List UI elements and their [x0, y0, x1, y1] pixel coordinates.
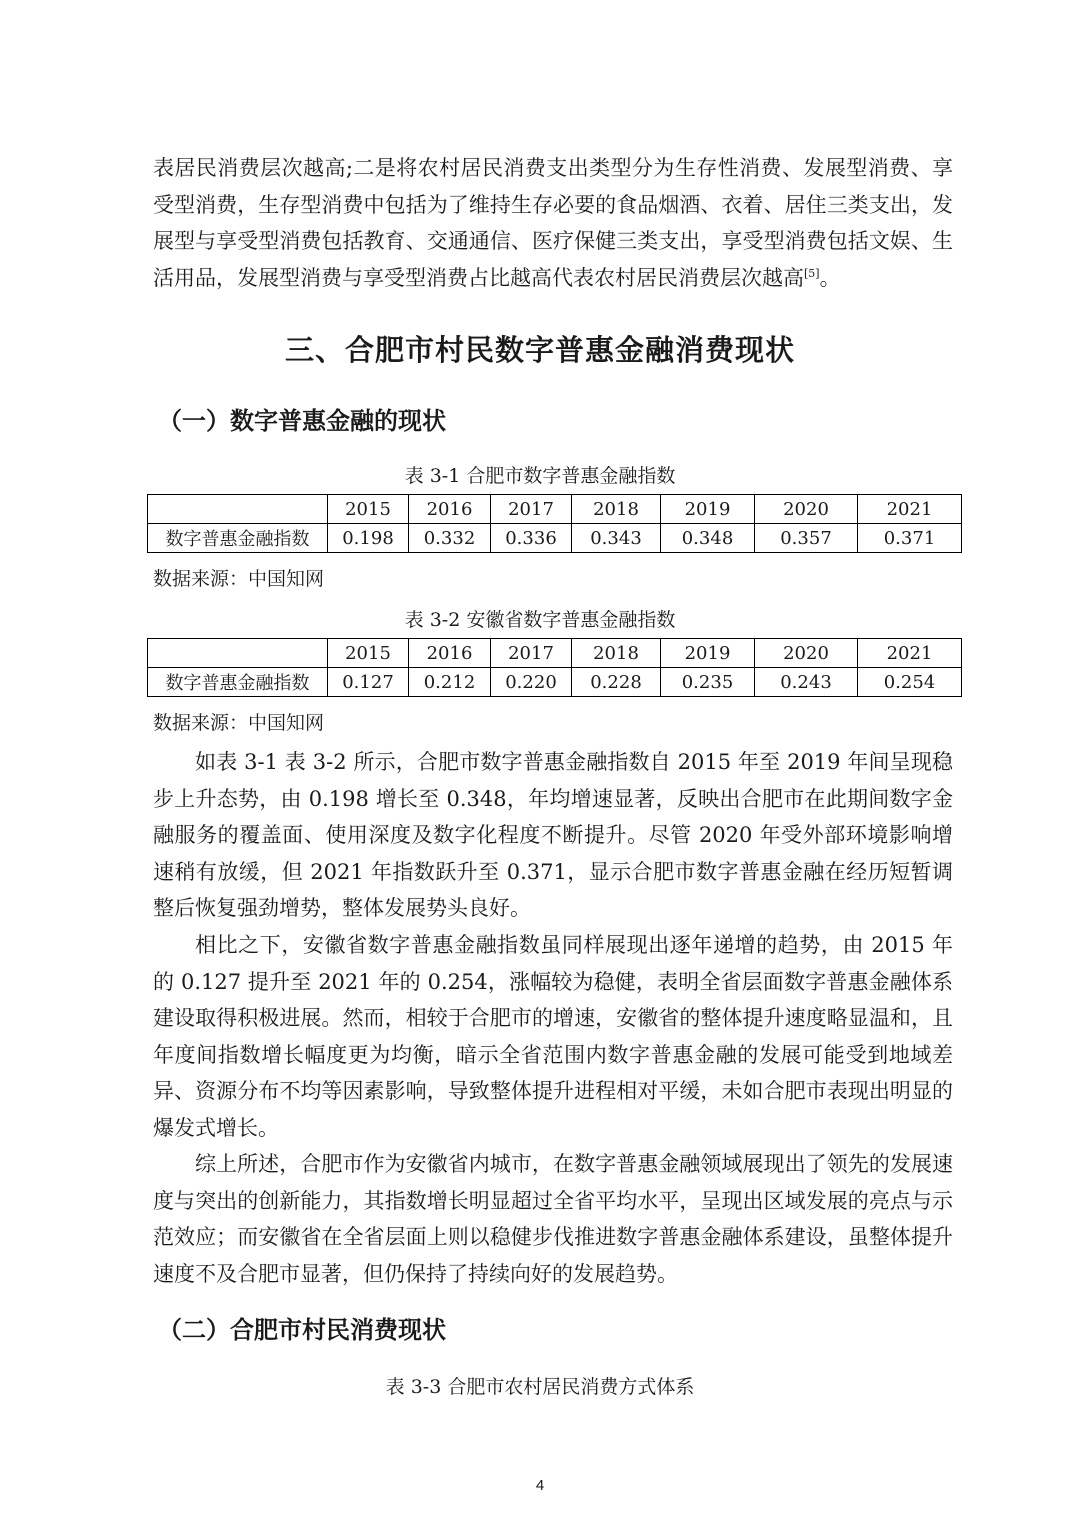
table2-corner-cell — [148, 639, 328, 668]
table2-value-cell: 0.235 — [661, 668, 755, 697]
table2-value-cell: 0.127 — [328, 668, 409, 697]
table2-source: 数据来源：中国知网 — [153, 712, 325, 734]
table2-value-cell: 0.220 — [491, 668, 572, 697]
citation-ref[interactable]: [5] — [804, 266, 820, 280]
table1-value-cell: 0.336 — [491, 524, 572, 553]
table1-row-label: 数字普惠金融指数 — [148, 524, 328, 553]
table1-value-cell: 0.357 — [755, 524, 858, 553]
table1-year-cell: 2016 — [409, 495, 491, 524]
table2-year-cell: 2016 — [409, 639, 491, 668]
table1-year-cell: 2018 — [572, 495, 661, 524]
table2-value-cell: 0.212 — [409, 668, 491, 697]
table2-value-cell: 0.254 — [858, 668, 962, 697]
body-paragraph: 如表 3-1 表 3-2 所示，合肥市数字普惠金融指数自 2015 年至 2019 年间呈现稳步上升态势，由 0.198 增长至 0.348，年均增速显著，反映出合肥市在此期间数字金融服务的覆盖面、使用深度及数字化程度不断提升。尽管 2020 年受外部环境影响增速稍有放缓，但 2021 年指数跃升至 0.371，显示合肥市数字普惠金融在经历短暂调整后恢复强劲增势，整体发展势头良好。 — [153, 750, 953, 920]
table1-value-cell: 0.198 — [328, 524, 409, 553]
table1-value-cell: 0.332 — [409, 524, 491, 553]
table2-header-row — [148, 639, 962, 668]
intro-paragraph — [153, 150, 953, 296]
table2-caption: 表 3-2 安徽省数字普惠金融指数 — [404, 609, 676, 631]
table1-value-cell: 0.348 — [661, 524, 755, 553]
table2-data-row — [148, 668, 962, 697]
table1-year-cell: 2019 — [661, 495, 755, 524]
section-title: 三、合肥市村民数字普惠金融消费现状 — [284, 333, 795, 367]
table1-source: 数据来源：中国知网 — [153, 568, 325, 590]
subsection-title-1: （一）数字普惠金融的现状 — [158, 407, 446, 435]
table1-header-row — [148, 495, 962, 524]
table2-year-cell: 2018 — [572, 639, 661, 668]
table2-year-cell: 2015 — [328, 639, 409, 668]
table2-year-cell: 2020 — [755, 639, 858, 668]
table1-value-cell: 0.343 — [572, 524, 661, 553]
table2-year-cell: 2017 — [491, 639, 572, 668]
table1-value-cell: 0.371 — [858, 524, 962, 553]
table1-year-cell: 2015 — [328, 495, 409, 524]
table1-data-row — [148, 524, 962, 553]
intro-text: 表居民消费层次越高;二是将农村居民消费支出类型分为生存性消费、发展型消费、享受型消费，生存型消费中包括为了维持生存必要的食品烟酒、衣着、居住三类支出，发展型与享受型消费包括教育、交通通信、医疗保健三类支出，享受型消费包括文娱、生活用品，发展型消费与享受型消费占比越高代表农村居民消费层次越高 — [153, 156, 953, 290]
body-paragraph: 综上所述，合肥市作为安徽省内城市，在数字普惠金融领域展现出了领先的发展速度与突出的创新能力，其指数增长明显超过全省平均水平，呈现出区域发展的亮点与示范效应；而安徽省在全省层面上则以稳健步伐推进数字普惠金融体系建设，虽整体提升速度不及合肥市显著，但仍保持了持续向好的发展趋势。 — [153, 1152, 953, 1286]
table2-year-cell: 2019 — [661, 639, 755, 668]
intro-end: 。 — [819, 265, 841, 290]
subsection-title-2: （二）合肥市村民消费现状 — [158, 1316, 446, 1344]
table1-year-cell: 2020 — [755, 495, 858, 524]
table1-caption: 表 3-1 合肥市数字普惠金融指数 — [404, 465, 676, 487]
table2-value-cell: 0.243 — [755, 668, 858, 697]
body-paragraph: 相比之下，安徽省数字普惠金融指数虽同样展现出逐年递增的趋势，由 2015 年的 0.127 提升至 2021 年的 0.254，涨幅较为稳健，表明全省层面数字普惠金融体系建设取得积极进展。然而，相较于合肥市的增速，安徽省的整体提升速度略显温和，且年度间指数增长幅度更为均衡，暗示全省范围内数字普惠金融的发展可能受到地域差异、资源分布不均等因素影响，导致整体提升进程相对平缓，未如合肥市表现出明显的爆发式增长。 — [153, 933, 953, 1140]
table3-caption: 表 3-3 合肥市农村居民消费方式体系 — [385, 1376, 695, 1398]
table1 — [147, 494, 962, 553]
table1-year-cell: 2021 — [858, 495, 962, 524]
page-number: 4 — [535, 1477, 545, 1494]
table2-value-cell: 0.228 — [572, 668, 661, 697]
table1-corner-cell — [148, 495, 328, 524]
table1-year-cell: 2017 — [491, 495, 572, 524]
table2-row-label: 数字普惠金融指数 — [148, 668, 328, 697]
table2-year-cell: 2021 — [858, 639, 962, 668]
table2 — [147, 638, 962, 697]
